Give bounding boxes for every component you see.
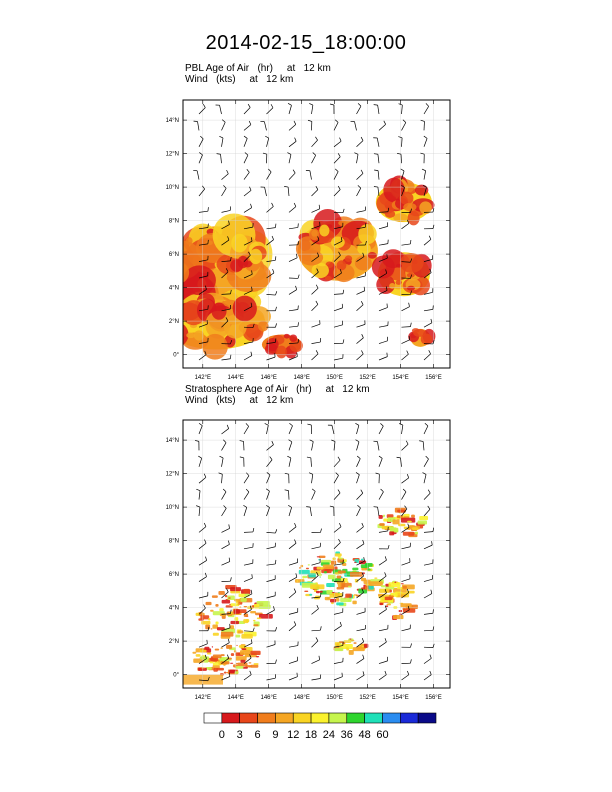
- wind-barb: [289, 592, 296, 598]
- wind-barb: [312, 641, 318, 647]
- wind-barb: [312, 324, 320, 327]
- y-tick-label: 12°N: [165, 471, 179, 478]
- colorbar-tick-label: 3: [236, 729, 243, 741]
- wind-barb: [424, 545, 432, 549]
- colorbar-swatch: [240, 713, 258, 723]
- y-tick-label: 6°N: [168, 572, 179, 579]
- wind-barb: [402, 327, 411, 328]
- wind-barb: [424, 354, 431, 360]
- wind-barb: [378, 507, 379, 516]
- wind-barb: [402, 547, 411, 549]
- wind-barb: [334, 626, 341, 631]
- wind-barb: [357, 527, 364, 533]
- wind-barb: [334, 294, 343, 295]
- x-tick-label: 156°E: [425, 695, 442, 701]
- colorbar-tick-label: 48: [358, 729, 371, 741]
- y-tick-label: 6°N: [168, 252, 179, 259]
- strat-region-northeast: [377, 508, 428, 537]
- wind-barb: [357, 291, 365, 295]
- wind-barb: [267, 547, 276, 549]
- wind-barb: [379, 458, 382, 466]
- wind-barb: [379, 341, 388, 344]
- wind-barb: [379, 308, 387, 311]
- x-tick-label: 156°E: [425, 375, 442, 381]
- wind-barb: [222, 474, 223, 483]
- age-field: [183, 508, 428, 685]
- wind-barb: [222, 458, 224, 467]
- x-tick-label: 142°E: [194, 695, 211, 701]
- colorbar: [200, 712, 440, 728]
- wind-barb: [334, 190, 340, 196]
- wind-barb: [402, 138, 403, 147]
- wind-barb: [244, 492, 249, 500]
- wind-barb: [312, 660, 320, 664]
- wind-barb: [312, 342, 321, 344]
- wind-barb: [378, 171, 379, 180]
- y-tick-label: 14°N: [165, 438, 179, 445]
- strat-panel-title-line1: Stratosphere Age of Air (hr) at 12 km: [185, 384, 370, 395]
- x-tick-label: 152°E: [359, 375, 376, 381]
- wind-barb: [289, 442, 292, 451]
- wind-barb: [222, 562, 230, 566]
- wind-barb: [198, 122, 199, 131]
- wind-barb: [357, 425, 359, 434]
- wind-barb: [334, 141, 341, 147]
- wind-barb: [334, 308, 343, 311]
- colorbar-swatch: [204, 713, 222, 723]
- wind-barb: [310, 507, 311, 516]
- x-tick-label: 148°E: [293, 375, 310, 381]
- wind-barb: [312, 609, 319, 615]
- page-title: 2014-02-15_18:00:00: [205, 32, 407, 54]
- wind-barb: [334, 493, 340, 500]
- colorbar-swatch: [311, 713, 329, 723]
- pbl-panel-title-line2: Wind (kts) at 12 km: [185, 74, 294, 85]
- strat-region-east: [378, 581, 418, 620]
- y-tick-label: 0°: [173, 352, 179, 359]
- wind-barb: [289, 661, 298, 664]
- wind-barb: [357, 493, 363, 499]
- wind-barb: [357, 106, 361, 114]
- wind-barb: [267, 108, 273, 114]
- wind-barb: [424, 138, 427, 146]
- wind-barb: [267, 610, 275, 614]
- wind-barb: [289, 124, 296, 130]
- wind-barb: [289, 207, 296, 213]
- wind-barb: [357, 305, 364, 311]
- y-tick-label: 8°N: [168, 218, 179, 225]
- wind-barb: [267, 475, 270, 483]
- wind-barb: [199, 644, 207, 647]
- wind-barb: [379, 492, 383, 500]
- y-tick-label: 0°: [173, 672, 179, 679]
- wind-barb: [289, 543, 296, 549]
- wind-barb: [264, 122, 266, 131]
- x-tick-label: 150°E: [326, 375, 343, 381]
- wind-barb: [267, 228, 276, 229]
- wind-barb: [312, 190, 318, 196]
- wind-barb: [199, 596, 208, 598]
- wind-barb: [267, 445, 274, 451]
- wind-barb: [424, 309, 433, 310]
- wind-barb: [267, 564, 276, 565]
- pbl-region-central: [296, 209, 378, 282]
- wind-barb: [289, 227, 298, 228]
- colorbar-swatch: [222, 713, 240, 723]
- x-tick-label: 148°E: [293, 695, 310, 701]
- colorbar-swatch: [329, 713, 347, 723]
- wind-barb: [267, 491, 270, 499]
- colorbar-tick-label: 12: [287, 729, 300, 741]
- wind-barb: [267, 357, 276, 360]
- wind-barb: [312, 105, 313, 114]
- wind-barb: [379, 609, 386, 614]
- wind-barb: [379, 226, 388, 228]
- wind-barb: [199, 527, 206, 533]
- wind-barb: [222, 492, 226, 500]
- wind-barb: [310, 171, 312, 180]
- wind-barb: [402, 444, 409, 450]
- wind-barb: [379, 642, 386, 647]
- colorbar-tick-label: 24: [322, 729, 336, 741]
- colorbar-swatch: [418, 713, 436, 723]
- wind-barb: [244, 208, 252, 213]
- wind-barb: [312, 288, 319, 294]
- y-tick-label: 4°N: [168, 605, 179, 612]
- wind-barb: [357, 612, 366, 615]
- wind-barb: [244, 190, 251, 196]
- wind-barb: [312, 442, 314, 451]
- wind-barb: [312, 563, 321, 566]
- wind-barb: [378, 105, 379, 114]
- wind-barb: [378, 154, 379, 163]
- pbl-region-northeast: [376, 175, 435, 225]
- wind-barb: [267, 138, 269, 147]
- wind-barb: [424, 426, 428, 434]
- wind-barb: [289, 105, 291, 114]
- colorbar-tick-label: 6: [254, 729, 261, 741]
- colorbar-tick-label: 9: [272, 729, 279, 741]
- wind-barb: [424, 613, 433, 614]
- pbl-age-of-air-map: [150, 92, 460, 385]
- wind-barb: [267, 425, 269, 434]
- pbl-region-east: [372, 249, 432, 296]
- wind-barb: [289, 625, 296, 631]
- wind-barb: [402, 629, 411, 631]
- wind-barb: [244, 547, 253, 549]
- wind-barb: [357, 459, 361, 467]
- pbl-region-south: [262, 334, 303, 359]
- wind-barb: [199, 426, 202, 434]
- wind-barb: [244, 172, 249, 179]
- x-tick-label: 152°E: [359, 695, 376, 701]
- colorbar-swatch: [365, 713, 383, 723]
- wind-barb: [424, 594, 432, 598]
- wind-barb: [334, 527, 341, 533]
- wind-barbs: [195, 423, 434, 681]
- wind-barb: [199, 108, 205, 114]
- y-tick-label: 14°N: [165, 118, 179, 125]
- wind-barb: [334, 358, 343, 360]
- colorbar-tick-label: 18: [304, 729, 318, 741]
- strat-panel-title-line2: Wind (kts) at 12 km: [185, 395, 294, 406]
- wind-barb: [312, 304, 318, 310]
- wind-barb: [244, 155, 248, 163]
- wind-barb: [423, 441, 424, 450]
- colorbar-swatch: [382, 713, 400, 723]
- colorbar-swatch: [400, 713, 418, 723]
- x-tick-label: 146°E: [260, 375, 277, 381]
- wind-barb: [267, 460, 273, 467]
- wind-barb: [267, 596, 276, 598]
- wind-barb: [289, 154, 291, 163]
- wind-barb: [222, 359, 231, 360]
- wind-barb: [334, 543, 340, 549]
- wind-barb: [334, 325, 343, 327]
- wind-barb: [244, 125, 251, 131]
- wind-barb: [267, 532, 276, 533]
- wind-barb: [222, 210, 231, 212]
- wind-barb: [222, 443, 227, 451]
- wind-barb: [379, 244, 388, 246]
- wind-barb: [222, 174, 229, 180]
- wind-barb: [357, 675, 365, 680]
- wind-barb: [289, 290, 297, 295]
- wind-barb: [379, 675, 386, 680]
- wind-barb: [357, 475, 360, 484]
- wind-barb: [357, 508, 361, 516]
- wind-barb: [379, 326, 388, 328]
- wind-barb: [244, 426, 249, 434]
- wind-barb: [199, 543, 206, 549]
- wind-barb: [424, 563, 433, 565]
- wind-barb: [312, 491, 316, 499]
- y-tick-label: 8°N: [168, 538, 179, 545]
- wind-barb: [377, 442, 379, 451]
- wind-barb: [357, 659, 364, 664]
- wind-barb: [289, 426, 293, 434]
- wind-barb: [357, 173, 363, 179]
- colorbar-swatch: [258, 713, 276, 723]
- wind-barb: [357, 442, 359, 451]
- wind-barb: [424, 509, 430, 516]
- wind-barb: [334, 677, 342, 680]
- wind-barb: [402, 123, 406, 131]
- wind-barb: [402, 340, 410, 344]
- wind-barb: [312, 155, 316, 163]
- wind-barb: [402, 425, 403, 434]
- wind-barb: [424, 658, 431, 663]
- wind-barb: [312, 209, 320, 213]
- wind-barb: [424, 474, 426, 483]
- wind-barb: [199, 458, 202, 467]
- x-tick-label: 154°E: [392, 695, 409, 701]
- wind-barb: [379, 661, 388, 664]
- wind-barb: [244, 563, 253, 565]
- wind-barb: [357, 354, 364, 360]
- wind-barb: [402, 105, 403, 114]
- wind-barb: [424, 239, 431, 245]
- wind-barb: [355, 122, 357, 131]
- wind-barb: [402, 562, 410, 565]
- wind-barb: [402, 675, 409, 680]
- wind-barb: [289, 677, 297, 680]
- wind-barb: [357, 188, 361, 196]
- wind-barb: [312, 547, 321, 549]
- wind-barb: [199, 189, 205, 196]
- stratosphere-age-of-air-map: [150, 412, 460, 705]
- wind-barb: [244, 356, 252, 360]
- wind-barb: [222, 138, 223, 147]
- wind-barb: [244, 476, 249, 484]
- wind-barb: [197, 171, 199, 180]
- wind-barb: [244, 578, 252, 581]
- y-tick-label: 10°N: [165, 505, 179, 512]
- wind-barb: [222, 188, 227, 196]
- wind-barb: [402, 307, 410, 311]
- y-tick-label: 10°N: [165, 185, 179, 192]
- wind-barb: [424, 106, 429, 114]
- wind-barb: [222, 508, 227, 516]
- wind-barb: [289, 326, 298, 327]
- wind-barb: [267, 678, 276, 680]
- y-tick-label: 2°N: [168, 319, 179, 326]
- wind-barb: [265, 187, 267, 196]
- strat-region-central: [295, 552, 384, 607]
- wind-barb: [379, 357, 387, 360]
- wind-barb: [402, 492, 406, 500]
- wind-barb: [357, 629, 366, 631]
- wind-barb: [199, 507, 200, 516]
- colorbar-swatch: [275, 713, 293, 723]
- wind-barb: [199, 211, 208, 212]
- wind-barb: [424, 171, 426, 180]
- wind-barb: [402, 579, 411, 582]
- wind-barb: [312, 474, 313, 483]
- wind-barb: [289, 562, 298, 565]
- pbl-panel-title-line1: PBL Age of Air (hr) at 12 km: [185, 63, 331, 74]
- wind-barb: [379, 560, 386, 565]
- wind-barb: [222, 122, 226, 130]
- wind-barb: [379, 124, 386, 130]
- wind-barb: [289, 309, 298, 310]
- wind-barb: [424, 323, 432, 327]
- wind-barb: [267, 645, 276, 648]
- x-tick-label: 144°E: [227, 375, 244, 381]
- wind-barb: [379, 426, 383, 434]
- wind-barb: [288, 187, 289, 196]
- x-tick-label: 142°E: [194, 375, 211, 381]
- colorbar-tick-label: 36: [340, 729, 353, 741]
- wind-barb: [312, 630, 321, 631]
- wind-barb: [289, 507, 292, 516]
- wind-barb: [402, 244, 411, 245]
- wind-barb: [379, 531, 388, 533]
- wind-barb: [267, 294, 276, 295]
- wind-barb: [289, 141, 296, 146]
- colorbar-tick-label: 0: [218, 729, 225, 741]
- wind-barb: [377, 138, 379, 147]
- wind-barb: [221, 154, 222, 163]
- wind-barb: [289, 612, 298, 614]
- pbl-region-southwest: [165, 293, 271, 360]
- wind-barb: [424, 459, 429, 467]
- wind-barb: [244, 507, 247, 516]
- wind-barb: [222, 528, 230, 532]
- wind-barb: [424, 675, 431, 680]
- wind-barb: [267, 508, 270, 516]
- wind-barb: [402, 478, 409, 483]
- y-tick-label: 12°N: [165, 151, 179, 158]
- wind-barb: [334, 612, 343, 614]
- wind-barb: [357, 141, 364, 147]
- colorbar-swatch: [347, 713, 365, 723]
- y-tick-label: 4°N: [168, 285, 179, 292]
- wind-barb: [289, 458, 291, 467]
- x-tick-label: 146°E: [260, 695, 277, 701]
- wind-barb: [267, 207, 274, 213]
- wind-barb: [312, 140, 318, 147]
- wind-barb: [334, 662, 343, 664]
- wind-barb: [244, 675, 251, 680]
- colorbar-tick-label: 60: [376, 729, 389, 741]
- wind-barb: [220, 105, 222, 114]
- wind-barb: [334, 460, 340, 467]
- age-field: [158, 175, 435, 359]
- wind-barb: [244, 107, 250, 114]
- colorbar-swatch: [293, 713, 311, 723]
- wind-barb: [424, 579, 433, 582]
- wind-barb: [199, 477, 206, 483]
- wind-barb: [289, 527, 296, 533]
- wind-barb: [357, 154, 359, 163]
- wind-barb: [199, 491, 200, 500]
- wind-barb: [244, 631, 253, 632]
- x-tick-label: 144°E: [227, 695, 244, 701]
- wind-barb: [424, 493, 430, 499]
- wind-barb: [222, 544, 230, 548]
- wind-barb: [357, 324, 366, 327]
- wind-barb: [357, 544, 364, 549]
- wind-barb: [402, 223, 409, 228]
- wind-barb: [357, 211, 366, 213]
- wind-barb: [289, 646, 298, 648]
- wind-barb: [402, 354, 409, 360]
- wind-barb: [312, 678, 321, 680]
- wind-barb: [311, 458, 312, 467]
- wind-barb: [289, 173, 295, 180]
- y-tick-label: 2°N: [168, 639, 179, 646]
- wind-barb: [267, 579, 276, 581]
- wind-barb: [379, 629, 388, 631]
- wind-barb: [332, 425, 334, 434]
- wind-barb: [199, 155, 202, 163]
- wind-barb: [244, 138, 247, 146]
- wind-barb: [289, 258, 297, 262]
- wind-barb: [357, 338, 364, 344]
- wind-barb: [424, 532, 433, 533]
- wind-barb: [334, 157, 340, 163]
- wind-barb: [222, 429, 229, 434]
- x-tick-label: 154°E: [392, 375, 409, 381]
- x-tick-label: 150°E: [326, 695, 343, 701]
